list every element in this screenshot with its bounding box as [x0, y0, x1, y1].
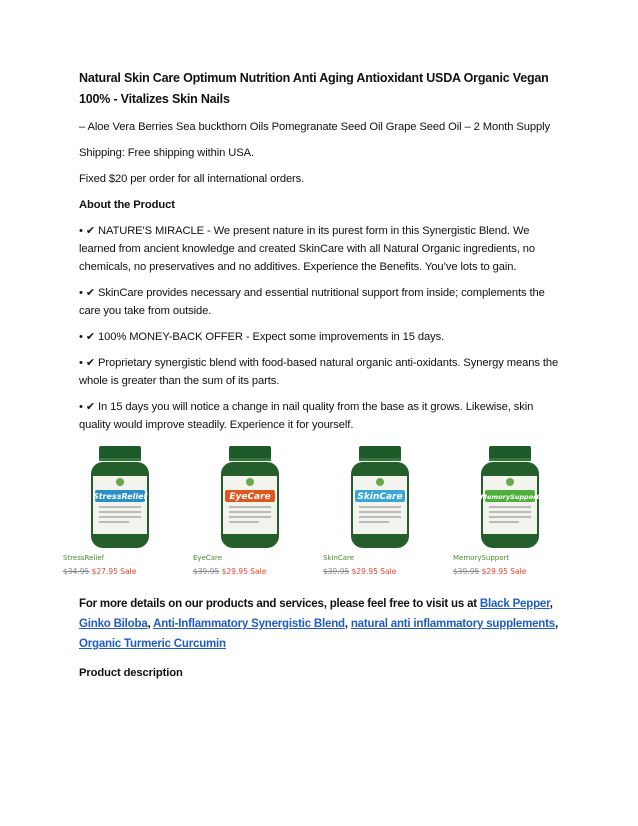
- bullet-item: [79, 222, 559, 276]
- bullet-item: [79, 284, 559, 320]
- shipping-text: Shipping: Free shipping within USA.: [79, 147, 254, 159]
- bullet-dot: •: [79, 331, 83, 343]
- product-name[interactable]: StressRelief: [63, 554, 105, 562]
- bullet-item: [79, 328, 559, 346]
- bullet-dot: •: [79, 287, 83, 299]
- bullet-text: In 15 days you will notice a change in nail quality from the base as it grows. Likewise, skin quality would improve steadily. Experience it for yourself.: [79, 401, 534, 431]
- bottle-label: MemorySupport: [480, 493, 540, 501]
- product-name[interactable]: MemorySupport: [453, 554, 510, 562]
- check-icon: ✔: [85, 401, 95, 413]
- about-heading: About the Product: [79, 199, 175, 211]
- bullet-text: SkinCare provides necessary and essential nutritional support from inside; complements the care you take from outside.: [79, 287, 545, 317]
- product-price: $39.95 $29.95 Sale: [193, 567, 267, 576]
- document-page: [63, 68, 559, 690]
- product-price: $39.95 $29.95 Sale: [453, 567, 527, 576]
- bullet-item: [79, 398, 559, 434]
- bottle-label: EyeCare: [229, 492, 271, 502]
- check-icon: ✔: [85, 287, 95, 299]
- check-icon: ✔: [85, 357, 95, 369]
- more-details-paragraph: For more details on our products and services, please feel free to visit us at Black Pepper, Ginko Biloba, Anti-Inflammatory Synergistic Blend, natural anti inflammatory supplements, Organic Turmeric Curcumin: [79, 598, 558, 650]
- product-bottle-image: [215, 446, 285, 550]
- bullet-dot: •: [79, 357, 83, 369]
- product-bottle-image: [85, 446, 155, 550]
- link-natural-anti-inflammatory[interactable]: natural anti inflammatory supplements: [350, 618, 555, 630]
- bullet-dot: •: [79, 401, 83, 413]
- bullet-item: [79, 354, 559, 390]
- link-ginko-biloba[interactable]: Ginko Biloba: [79, 618, 148, 630]
- bullet-text: Proprietary synergistic blend with food-based natural organic anti-oxidants. Synergy means the whole is greater than the sum of its parts.: [79, 357, 559, 387]
- product-description-heading: Product description: [79, 667, 183, 679]
- product-price: $34.95 $27.95 Sale: [63, 567, 137, 576]
- product-name[interactable]: EyeCare: [193, 554, 223, 562]
- product-name[interactable]: SkinCare: [323, 554, 355, 562]
- product-title: Natural Skin Care Optimum Nutrition Anti Aging Antioxidant USDA Organic Vegan 100% - Vitalizes Skin Nails: [79, 71, 549, 106]
- product-subtitle: – Aloe Vera Berries Sea buckthorn Oils Pomegranate Seed Oil Grape Seed Oil – 2 Month Supply: [79, 121, 550, 133]
- bullet-list: [79, 222, 559, 434]
- product-card-memorysupport[interactable]: [453, 446, 573, 576]
- bottle-label: SkinCare: [357, 492, 403, 502]
- international-shipping-text: Fixed $20 per order for all international orders.: [79, 173, 305, 185]
- bottle-label: StressRelief: [92, 492, 148, 501]
- bullet-text: 100% MONEY-BACK OFFER - Expect some improvements in 15 days.: [97, 331, 445, 343]
- links-intro: For more details on our products and services, please feel free to visit us at: [79, 598, 477, 610]
- product-card-stressrelief[interactable]: [63, 446, 183, 576]
- check-icon: ✔: [85, 331, 95, 343]
- bullet-dot: •: [79, 225, 83, 237]
- product-bottle-image: [475, 446, 545, 550]
- product-bottle-image: [345, 446, 415, 550]
- product-price: $39.95 $29.95 Sale: [323, 567, 397, 576]
- product-card-skincare[interactable]: [323, 446, 443, 576]
- bullet-text: NATURE'S MIRACLE - We present nature in its purest form in this Synergistic Blend. We learned from ancient knowledge and created SkinCare with all Natural Organic ingredients, no chemicals, no preservatives and no additives. Experience the Benefits. You’ve lots to gain.: [79, 225, 535, 273]
- link-black-pepper[interactable]: Black Pepper: [479, 598, 550, 610]
- link-organic-turmeric[interactable]: Organic Turmeric Curcumin: [79, 638, 226, 650]
- check-icon: ✔: [85, 225, 95, 237]
- product-strip: [63, 446, 583, 576]
- link-anti-inflammatory-blend[interactable]: Anti-Inflammatory Synergistic Blend: [153, 618, 345, 630]
- product-card-eyecare[interactable]: [193, 446, 313, 576]
